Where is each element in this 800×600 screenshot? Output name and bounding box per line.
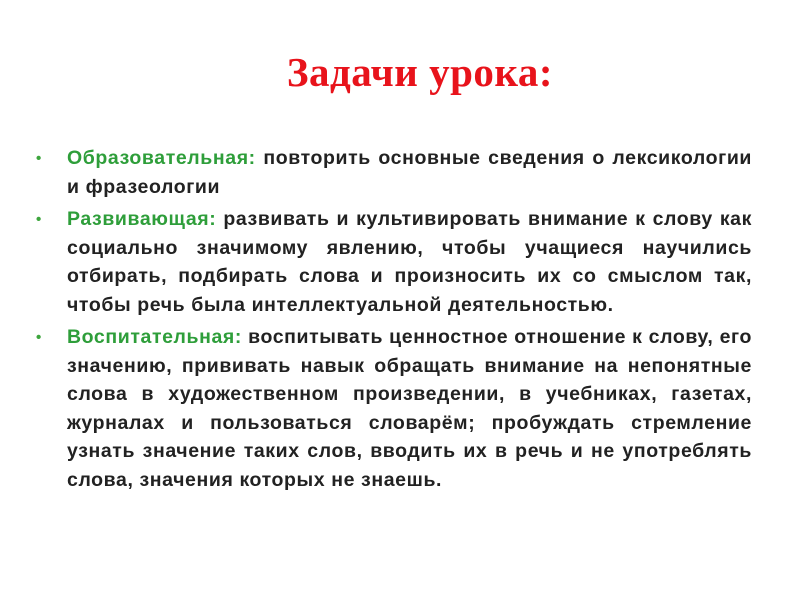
objective-text: воспитывать ценностное отношение к слову, его значению, прививать навык обращать внимание на непонятные слова в художественном произведении, в учебниках, газетах, журналах и пользоваться словарём; пробуждать стремление узнать значение таких слов, вводить их в речь и не употреблять слова, значения которых не знаешь. [67,326,752,491]
objective-label: Воспитательная: [67,326,243,348]
bullet-dot-icon: • [36,329,42,346]
bullet-dot-icon: • [36,211,42,228]
objective-item-educational [36,144,752,201]
objective-label: Развивающая: [67,208,217,230]
objective-text: развивать и культивировать внимание к слову как социально значимому явлению, чтобы учащиеся научились отбирать, подбирать слова и произносить их со смыслом так, чтобы речь была интеллектуальной деятельностью. [67,208,752,316]
slide-title: Задачи урока: [286,49,554,95]
bullet-dot-icon: • [36,150,42,167]
objective-text: повторить основные сведения о лексикологии и фразеологии [67,147,752,198]
objective-item-upbringing [36,323,752,494]
objective-label: Образовательная: [67,147,264,169]
objectives-list [36,144,752,498]
objective-item-developing [36,205,752,319]
